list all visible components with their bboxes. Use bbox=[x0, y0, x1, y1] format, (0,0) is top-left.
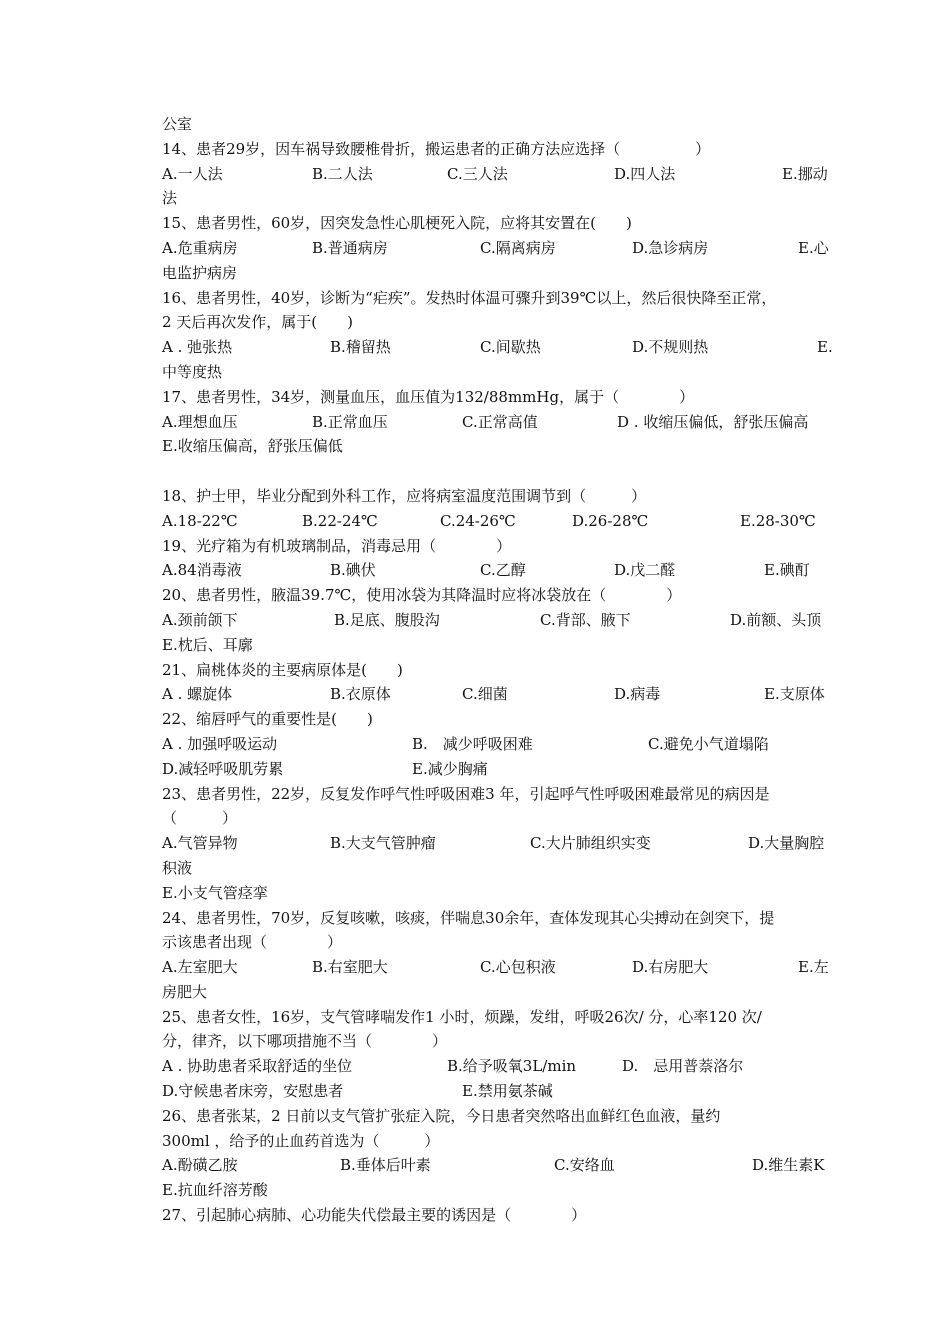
answer-option: C.三人法 bbox=[447, 164, 508, 183]
text-line: 2 天后再次发作，属于( ) bbox=[162, 313, 354, 332]
blank-line bbox=[162, 459, 838, 484]
answer-option: D.不规则热 bbox=[632, 338, 709, 357]
text-line: 法 bbox=[162, 189, 178, 208]
answer-option: C.乙醇 bbox=[480, 561, 526, 580]
answer-option: D.减轻呼吸肌劳累 bbox=[162, 759, 284, 778]
answer-option: B. 减少呼吸困难 bbox=[412, 734, 533, 753]
options-line bbox=[162, 831, 838, 856]
answer-option: B.右室肥大 bbox=[312, 958, 388, 977]
text-line: 18、护士甲，毕业分配到外科工作，应将病室温度范围调节到（ ） bbox=[162, 486, 647, 505]
answer-option: A . 协助患者采取舒适的坐位 bbox=[162, 1057, 353, 1076]
answer-option: D.26-28℃ bbox=[572, 511, 649, 530]
options-line bbox=[162, 162, 838, 187]
answer-option: B.足底、腹股沟 bbox=[334, 610, 440, 629]
answer-option: D.戊二醛 bbox=[614, 561, 676, 580]
answer-option: E. bbox=[817, 338, 833, 357]
text-line: 17、患者男性，34岁，测量血压，血压值为132/88mmHg，属于（ ） bbox=[162, 387, 695, 406]
answer-option: B.大支气管肿瘤 bbox=[330, 834, 436, 853]
text-line: 中等度热 bbox=[162, 362, 223, 381]
answer-option: A.左室肥大 bbox=[162, 958, 238, 977]
answer-option: A.危重病房 bbox=[162, 238, 238, 257]
answer-option: A.一人法 bbox=[162, 164, 223, 183]
options-line bbox=[162, 1153, 838, 1178]
answer-option: D.维生素K bbox=[752, 1156, 825, 1175]
text-line: 20、患者男性，腋温39.7℃，使用冰袋为其降温时应将冰袋放在（ ） bbox=[162, 586, 682, 605]
text-line: 16、患者男性，40岁，诊断为“疟疾”。发热时体温可骤升到39℃以上，然后很快降至正常， bbox=[162, 288, 777, 307]
answer-option: B.稽留热 bbox=[330, 338, 391, 357]
text-line: E.收缩压偏高，舒张压偏低 bbox=[162, 437, 343, 456]
text-line: 25、患者女性，16岁，支气管哮喘发作1 小时，烦躁，发绀，呼吸26次/ 分，心率120 次/ bbox=[162, 1007, 762, 1026]
answer-option: E.支原体 bbox=[764, 685, 825, 704]
answer-option: D.前额、头顶 bbox=[730, 610, 822, 629]
options-line bbox=[162, 335, 838, 360]
text-line: E.小支气管痉挛 bbox=[162, 883, 268, 902]
answer-option: C.细菌 bbox=[462, 685, 508, 704]
answer-option: A . 弛张热 bbox=[162, 338, 233, 357]
text-line: 300ml ，给予的止血药首选为（ ） bbox=[162, 1131, 440, 1150]
answer-option: B.正常血压 bbox=[312, 412, 388, 431]
answer-option: B.碘伏 bbox=[330, 561, 376, 580]
text-line: 14、患者29岁，因车祸导致腰椎骨折，搬运患者的正确方法应选择（ ） bbox=[162, 139, 711, 158]
text-line: 示该患者出现（ ） bbox=[162, 933, 343, 952]
answer-option: D.病毒 bbox=[614, 685, 661, 704]
answer-option: E.心 bbox=[798, 238, 829, 257]
answer-option: A.颈前颌下 bbox=[162, 610, 238, 629]
answer-option: B.22-24℃ bbox=[302, 511, 378, 530]
options-line bbox=[162, 509, 838, 534]
answer-option: C.隔离病房 bbox=[480, 238, 556, 257]
text-line: 24、患者男性，70岁，反复咳嗽，咳痰，伴喘息30余年，查体发现其心尖搏动在剑突下，提 bbox=[162, 908, 775, 927]
answer-option: A.84消毒液 bbox=[162, 561, 242, 580]
answer-option: A . 加强呼吸运动 bbox=[162, 734, 278, 753]
answer-option: B.二人法 bbox=[312, 164, 373, 183]
answer-option: E.禁用氨茶碱 bbox=[462, 1082, 553, 1101]
text-line: 积液 bbox=[162, 858, 193, 877]
options-line bbox=[162, 757, 838, 782]
text-line: （ ） bbox=[162, 809, 238, 828]
answer-option: C.正常高值 bbox=[462, 412, 538, 431]
answer-option: B.普通病房 bbox=[312, 238, 388, 257]
text-line: 22、缩唇呼气的重要性是( ) bbox=[162, 710, 373, 729]
text-line: 21、扁桃体炎的主要病原体是( ) bbox=[162, 660, 403, 679]
text-line: E.抗血纤溶芳酸 bbox=[162, 1181, 268, 1200]
answer-option: E.减少胸痛 bbox=[412, 759, 488, 778]
answer-option: C.间歇热 bbox=[480, 338, 541, 357]
answer-option: D . 收缩压偏低，舒张压偏高 bbox=[617, 412, 809, 431]
answer-option: C.背部、腋下 bbox=[540, 610, 631, 629]
answer-option: E.左 bbox=[798, 958, 829, 977]
answer-option: E.28-30℃ bbox=[740, 511, 816, 530]
answer-option: A.酚磺乙胺 bbox=[162, 1156, 238, 1175]
answer-option: C.避免小气道塌陷 bbox=[648, 734, 769, 753]
options-line bbox=[162, 410, 838, 435]
text-line: E.枕后、耳廓 bbox=[162, 635, 253, 654]
text-line: 19、光疗箱为有机玻璃制品，消毒忌用（ ） bbox=[162, 536, 512, 555]
exam-page bbox=[162, 112, 838, 1228]
text-line: 23、患者男性，22岁，反复发作呼气性呼吸困难3 年，引起呼气性呼吸困难最常见的病因是 bbox=[162, 784, 770, 803]
answer-option: A . 螺旋体 bbox=[162, 685, 233, 704]
text-line: 公室 bbox=[162, 115, 193, 133]
options-line bbox=[162, 558, 838, 583]
answer-option: C.大片肺组织实变 bbox=[530, 834, 651, 853]
answer-option: B.给予吸氧3L/min bbox=[447, 1057, 577, 1076]
answer-option: D. 忌用普萘洛尔 bbox=[622, 1057, 744, 1076]
options-line bbox=[162, 236, 838, 261]
answer-option: C.24-26℃ bbox=[440, 511, 516, 530]
options-line bbox=[162, 682, 838, 707]
answer-option: D.大量胸腔 bbox=[748, 834, 825, 853]
answer-option: C.心包积液 bbox=[480, 958, 556, 977]
text-line: 电监护病房 bbox=[162, 263, 238, 282]
text-line: 分，律齐，以下哪项措施不当（ ） bbox=[162, 1032, 448, 1051]
answer-option: B.垂体后叶素 bbox=[340, 1156, 431, 1175]
options-line bbox=[162, 1054, 838, 1079]
answer-option: E.挪动 bbox=[782, 164, 828, 183]
options-line bbox=[162, 955, 838, 980]
options-line bbox=[162, 732, 838, 757]
answer-option: C.安络血 bbox=[554, 1156, 615, 1175]
text-line: 房肥大 bbox=[162, 982, 208, 1001]
text-line: 27、引起肺心病肺、心功能失代偿最主要的诱因是（ ） bbox=[162, 1206, 587, 1225]
answer-option: D.四人法 bbox=[614, 164, 676, 183]
answer-option: E.碘酊 bbox=[764, 561, 810, 580]
options-line bbox=[162, 1079, 838, 1104]
text-line: 26、患者张某，2 日前以支气管扩张症入院，今日患者突然咯出血鲜红色血液，量约 bbox=[162, 1106, 721, 1125]
options-line bbox=[162, 608, 838, 633]
answer-option: D.守候患者床旁，安慰患者 bbox=[162, 1082, 344, 1101]
answer-option: D.右房肥大 bbox=[632, 958, 709, 977]
answer-option: A.气管异物 bbox=[162, 834, 238, 853]
answer-option: A.18-22℃ bbox=[162, 511, 238, 530]
text-line: 15、患者男性，60岁，因突发急性心肌梗死入院，应将其安置在( ) bbox=[162, 214, 632, 233]
answer-option: B.衣原体 bbox=[330, 685, 391, 704]
answer-option: D.急诊病房 bbox=[632, 238, 709, 257]
answer-option: A.理想血压 bbox=[162, 412, 238, 431]
